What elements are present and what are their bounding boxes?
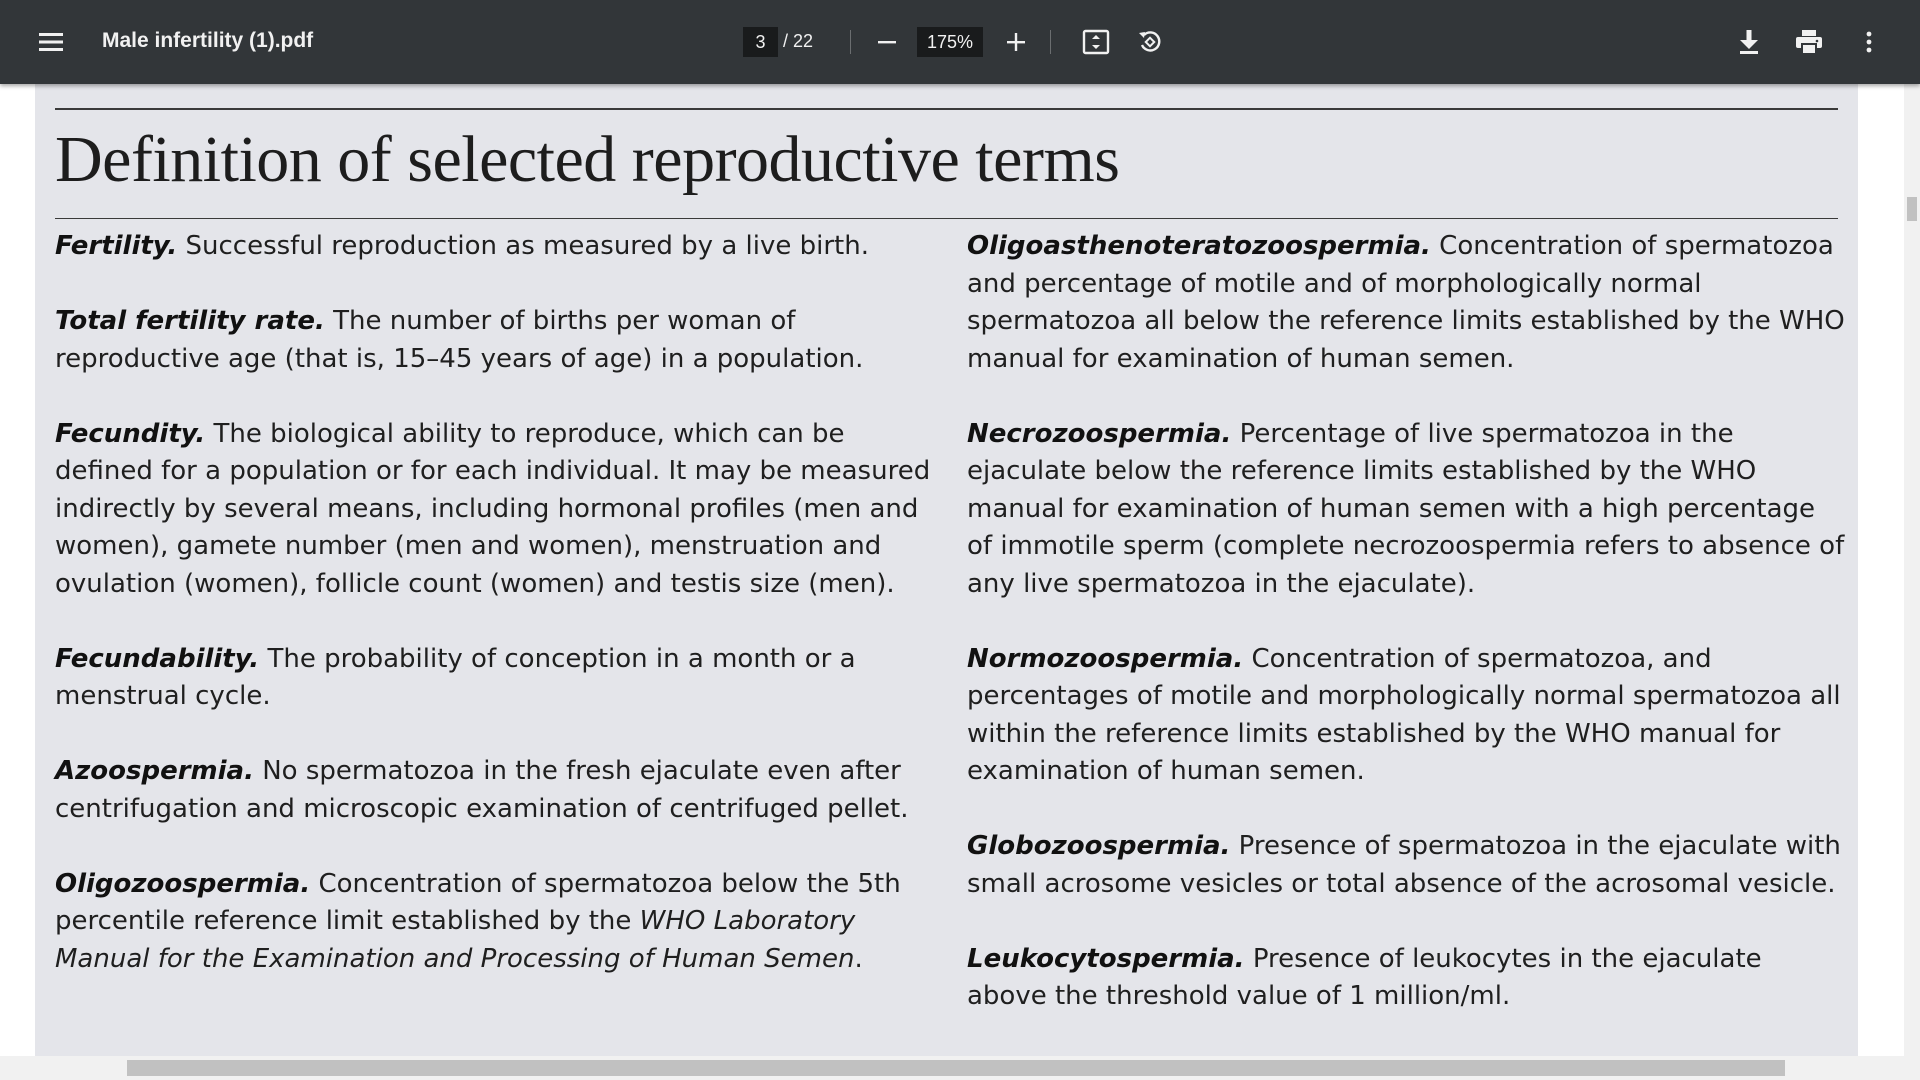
definition-text: The biological ability to reproduce, which can be defined for a population or for each individual. It may be measured indirectly by several means, including hormonal profiles (men and women), gamete number (men and women), menstruation and ovulation (women), follicle count (women) and testis size (men). <box>55 418 931 599</box>
definition-entry <box>967 416 1847 604</box>
definition-entry <box>55 416 935 604</box>
pdf-toolbar <box>0 0 1920 84</box>
right-column <box>967 228 1847 1053</box>
definition-term: Normozoospermia. <box>967 643 1244 674</box>
definition-term: Fertility. <box>55 231 178 261</box>
definition-entry <box>55 641 935 716</box>
definition-entry <box>967 228 1847 378</box>
more-vert-icon <box>1865 30 1873 54</box>
definition-term: Azoospermia. <box>55 756 254 786</box>
page-total: / 22 <box>783 31 814 51</box>
definition-term: Fecundability. <box>55 643 260 674</box>
who-manual-title: WHO Laboratory Manual for the Examination and Processing of Human Semen <box>55 906 856 974</box>
definition-text: Percentage of live spermatozoa in the ejaculate below the reference limits established by the WHO manual for examination of human semen with a high percentage of immotile sperm (complete necrozoospermia refers to absence of any live spermatozoa in the ejaculate). <box>967 418 1845 599</box>
document-title: Male infertility (1).pdf <box>102 29 314 52</box>
definition-entry <box>55 303 935 378</box>
definition-entry <box>967 641 1847 791</box>
definition-term: Fecundity. <box>55 418 206 449</box>
rotate-button[interactable] <box>1128 22 1172 62</box>
zoom-out-button[interactable] <box>867 22 907 62</box>
zoom-out-icon <box>877 32 897 52</box>
fit-page-icon <box>1082 29 1110 55</box>
definition-text: The probability of conception in a month or a menstrual cycle. <box>55 643 856 711</box>
vertical-scrollbar[interactable] <box>1904 84 1920 1056</box>
definition-entry <box>967 828 1847 903</box>
print-button[interactable] <box>1788 22 1830 62</box>
definition-text: Successful reproduction as measured by a live birth. <box>177 231 869 261</box>
pdf-viewer[interactable] <box>0 84 1904 1056</box>
definition-text: Presence of leukocytes in the ejaculate above the threshold value of 1 million/ml. <box>967 943 1762 1011</box>
menu-icon <box>38 31 64 53</box>
toolbar-divider <box>850 30 851 54</box>
zoom-level-input[interactable]: 175% <box>917 27 983 57</box>
zoom-in-icon <box>1006 32 1026 52</box>
fit-to-page-button[interactable] <box>1076 22 1116 62</box>
definition-term: Oligozoospermia. <box>55 868 311 899</box>
definition-text: Concentration of spermatozoa and percentage of motile and of morphologically normal spermatozoa all below the reference limits established by the WHO manual for examination of human semen. <box>967 231 1845 374</box>
definition-entry <box>967 941 1847 1016</box>
heading-rule-top <box>55 108 1838 110</box>
left-column <box>55 228 935 1016</box>
menu-button[interactable] <box>30 20 72 64</box>
page-heading: Definition of selected reproductive terms <box>55 123 1120 196</box>
definition-entry <box>55 866 935 979</box>
definition-term: Oligoasthenoteratozoospermia. <box>967 231 1431 261</box>
definition-text: No spermatozoa in the fresh ejaculate even after centrifugation and microscopic examination of centrifuged pellet. <box>55 756 909 824</box>
rotate-icon <box>1136 28 1164 56</box>
definition-term: Leukocytospermia. <box>967 943 1245 974</box>
horizontal-scrollbar-thumb[interactable] <box>127 1060 1785 1076</box>
definition-text: Presence of spermatozoa in the ejaculate with small acrosome vesicles or total absence of the acrosomal vesicle. <box>967 831 1841 899</box>
definition-term: Globozoospermia. <box>967 831 1231 861</box>
definition-term: Necrozoospermia. <box>967 418 1232 449</box>
toolbar-divider <box>1050 30 1051 54</box>
download-button[interactable] <box>1728 22 1770 62</box>
download-icon <box>1738 29 1760 55</box>
zoom-in-button[interactable] <box>996 22 1036 62</box>
definition-term: Total fertility rate. <box>55 306 325 336</box>
definition-text: Concentration of spermatozoa, and percentages of motile and morphologically normal spermatozoa all within the reference limits established by the WHO manual for examination of human semen. <box>967 643 1841 786</box>
definition-text: The number of births per woman of reproductive age (that is, 15–45 years of age) in a population. <box>55 306 864 374</box>
definition-text-end: . <box>854 943 863 974</box>
print-icon <box>1795 29 1823 55</box>
more-options-button[interactable] <box>1854 22 1884 62</box>
definition-entry <box>55 228 935 266</box>
definition-entry <box>55 753 935 828</box>
horizontal-scrollbar[interactable] <box>0 1056 1904 1080</box>
definition-text: Concentration of spermatozoa below the 5th percentile reference limit established by the <box>55 868 901 936</box>
heading-rule-bottom <box>55 218 1838 219</box>
vertical-scrollbar-thumb[interactable] <box>1907 197 1917 221</box>
pdf-page <box>35 84 1858 1056</box>
scrollbar-corner <box>1904 1056 1920 1080</box>
page-number-input[interactable]: 3 <box>743 27 778 57</box>
